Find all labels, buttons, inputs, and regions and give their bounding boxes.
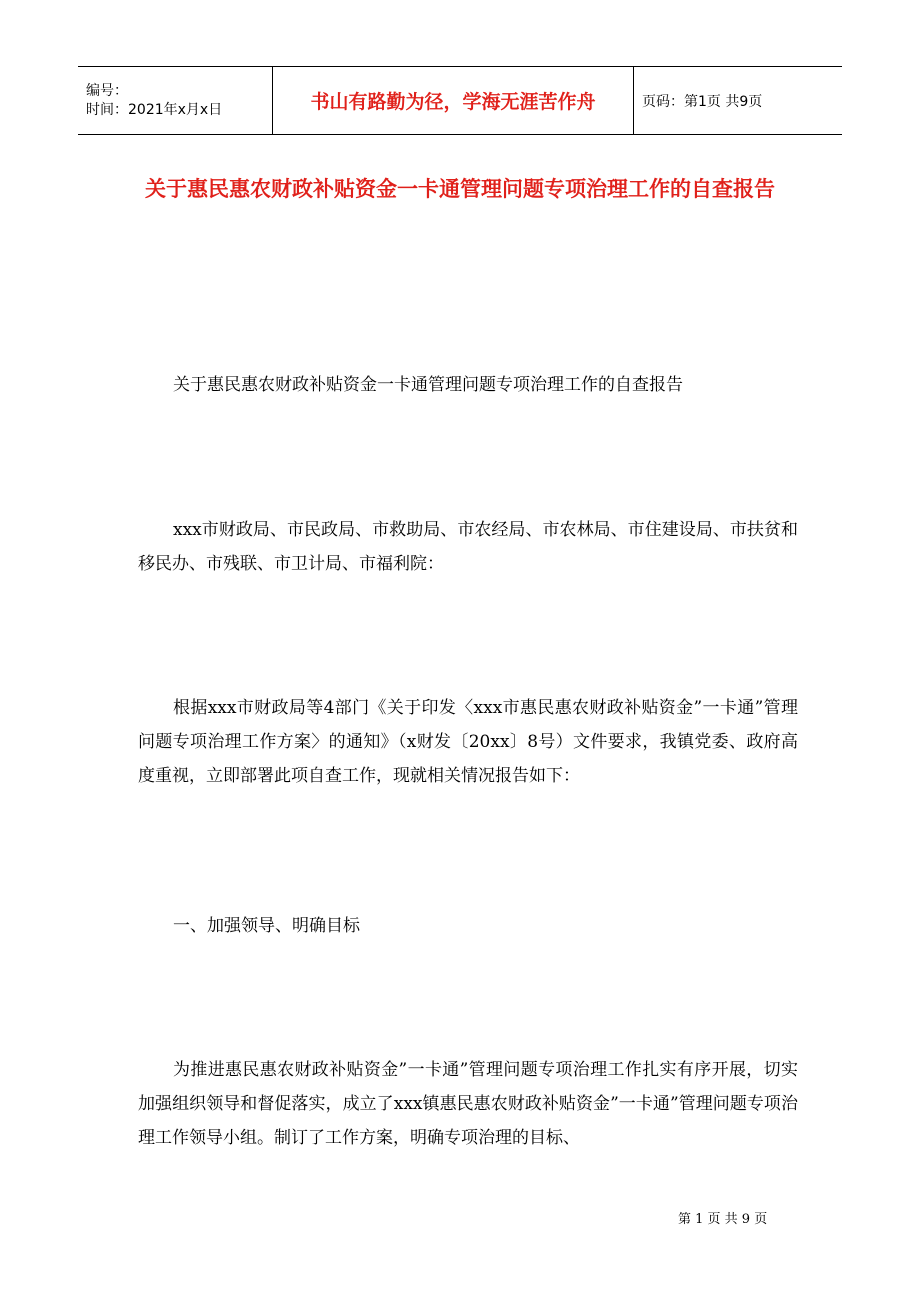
body-paragraph: 为推进惠民惠农财政补贴资金”一卡通”管理问题专项治理工作扎实有序开展，切实加强组织领导和督促落实，成立了xxx镇惠民惠农财政补贴资金”一卡通”管理问题专项治理工作领导小组。制订了工作方案，明确专项治理的目标、 bbox=[138, 1060, 798, 1148]
section-heading: 一、加强领导、明确目标 bbox=[173, 916, 360, 936]
body-paragraph: 关于惠民惠农财政补贴资金一卡通管理问题专项治理工作的自查报告 bbox=[173, 375, 683, 395]
page-footer: 第 1 页 共 9 页 bbox=[678, 1212, 768, 1227]
page-header bbox=[78, 66, 842, 135]
document-date: 时间：2021年x月x日 bbox=[86, 101, 223, 118]
body-paragraph: 根据xxx市财政局等4部门《关于印发〈xxx市惠民惠农财政补贴资金”一卡通”管理问题专项治理工作方案〉的通知》（x财发〔20xx〕8号）文件要求，我镇党委、政府高度重视，立即部署此项自查工作，现就相关情况报告如下： bbox=[138, 698, 798, 786]
document-number-label: 编号： bbox=[86, 82, 128, 99]
document-title: 关于惠民惠农财政补贴资金一卡通管理问题专项治理工作的自查报告 bbox=[145, 177, 775, 201]
body-paragraph: xxx市财政局、市民政局、市救助局、市农经局、市农林局、市住建设局、市扶贫和移民办、市残联、市卫计局、市福利院： bbox=[138, 520, 798, 574]
header-page-info: 页码：第1页 共9页 bbox=[642, 93, 763, 110]
header-meta bbox=[78, 67, 272, 134]
header-motto: 书山有路勤为径，学海无涯苦作舟 bbox=[272, 67, 634, 134]
